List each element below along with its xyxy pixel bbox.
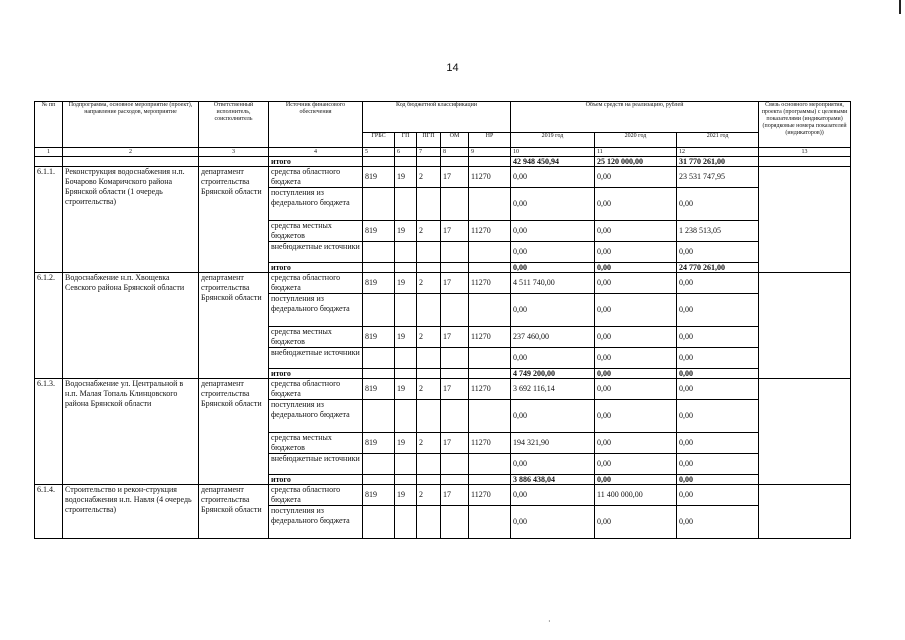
code-gp: 19 <box>395 433 417 454</box>
source-label: средства областного бюджета <box>269 167 363 188</box>
source-label: средства областного бюджета <box>269 273 363 294</box>
value-2020: 0,00 <box>595 369 677 379</box>
value-2019: 237 460,00 <box>511 327 595 348</box>
value-2019: 3 692 116,14 <box>511 379 595 400</box>
header-2021: 2021 год <box>677 133 759 148</box>
source-label: поступления из федерального бюджета <box>269 188 363 221</box>
col-number: 6 <box>395 148 417 157</box>
empty-cell <box>441 348 469 369</box>
item-executor: департамент строительства Брянской области <box>199 485 269 539</box>
col-number: 4 <box>269 148 363 157</box>
value-2019: 4 511 740,00 <box>511 273 595 294</box>
empty-cell <box>363 188 395 221</box>
empty-cell <box>395 294 417 327</box>
col-number: 1 <box>35 148 63 157</box>
header-nr: НР <box>469 133 511 148</box>
value-2021: 0,00 <box>677 294 759 327</box>
value-2020: 0,00 <box>595 506 677 539</box>
empty-cell <box>395 400 417 433</box>
link-cell <box>759 379 851 485</box>
page-number: 14 <box>446 62 459 74</box>
row-regional <box>35 485 851 506</box>
empty-cell <box>395 263 417 273</box>
budget-table <box>34 101 851 539</box>
code-gp: 19 <box>395 221 417 242</box>
source-label: внебюджетные источники <box>269 454 363 475</box>
value-2019: 0,00 <box>511 242 595 263</box>
empty-cell <box>417 157 441 167</box>
col-number: 8 <box>441 148 469 157</box>
code-om: 17 <box>441 379 469 400</box>
value-2021: 23 531 747,95 <box>677 167 759 188</box>
col-number: 10 <box>511 148 595 157</box>
value-2019: 0,00 <box>511 485 595 506</box>
source-label: средства местных бюджетов <box>269 433 363 454</box>
empty-cell <box>417 348 441 369</box>
empty-cell <box>417 294 441 327</box>
code-pgp: 2 <box>417 167 441 188</box>
code-grbs: 819 <box>363 167 395 188</box>
empty-cell <box>469 263 511 273</box>
value-2020: 0,00 <box>595 263 677 273</box>
empty-cell <box>417 263 441 273</box>
header-num: № пп <box>35 102 63 148</box>
value-2020: 0,00 <box>595 400 677 433</box>
item-name: Реконструкция водоснабжения н.п. Бочарово Комаричского района Брянской области (1 очередь строительства) <box>63 167 199 273</box>
empty-cell <box>441 506 469 539</box>
header-grbs: ГРБС <box>363 133 395 148</box>
empty-cell <box>35 157 63 167</box>
item-executor: департамент строительства Брянской области <box>199 273 269 379</box>
col-number: 13 <box>759 148 851 157</box>
empty-cell <box>417 242 441 263</box>
code-pgp: 2 <box>417 221 441 242</box>
source-label: средства областного бюджета <box>269 379 363 400</box>
value-2020: 11 400 000,00 <box>595 485 677 506</box>
empty-cell <box>395 188 417 221</box>
col-number: 7 <box>417 148 441 157</box>
value-2019: 0,00 <box>511 400 595 433</box>
empty-cell <box>395 454 417 475</box>
empty-cell <box>395 475 417 485</box>
empty-cell <box>469 369 511 379</box>
value-2021: 0,00 <box>677 485 759 506</box>
source-label: средства областного бюджета <box>269 485 363 506</box>
code-om: 17 <box>441 327 469 348</box>
header-code-group: Код бюджетной классификации <box>363 102 511 133</box>
value-2020: 0,00 <box>595 433 677 454</box>
value-2019: 194 321,90 <box>511 433 595 454</box>
value-2021: 24 770 261,00 <box>677 263 759 273</box>
source-label: средства местных бюджетов <box>269 221 363 242</box>
value-2020: 0,00 <box>595 475 677 485</box>
header-source: Источник финансового обеспечения <box>269 102 363 148</box>
source-label: итого <box>269 369 363 379</box>
header-pgp: ПГП <box>417 133 441 148</box>
value-2019: 0,00 <box>511 454 595 475</box>
empty-cell <box>395 242 417 263</box>
code-pgp: 2 <box>417 379 441 400</box>
link-cell <box>759 485 851 539</box>
empty-cell <box>469 242 511 263</box>
empty-cell <box>441 263 469 273</box>
col-number: 5 <box>363 148 395 157</box>
top-total-label: итого <box>269 157 363 167</box>
code-nr: 11270 <box>469 327 511 348</box>
header-link: Связь основного мероприятия, проекта (программы) с целевыми показателями (индикаторами) (порядковые номера показателей (индикаторов)) <box>759 102 851 148</box>
empty-cell <box>469 475 511 485</box>
empty-cell <box>417 506 441 539</box>
code-om: 17 <box>441 485 469 506</box>
empty-cell <box>417 475 441 485</box>
empty-cell <box>469 157 511 167</box>
col-number: 11 <box>595 148 677 157</box>
value-2021: 0,00 <box>677 188 759 221</box>
code-pgp: 2 <box>417 327 441 348</box>
code-nr: 11270 <box>469 379 511 400</box>
empty-cell <box>441 454 469 475</box>
empty-cell <box>441 400 469 433</box>
header-2020: 2020 год <box>595 133 677 148</box>
value-2020: 0,00 <box>595 327 677 348</box>
top-total-2020: 25 120 000,00 <box>595 157 677 167</box>
code-gp: 19 <box>395 379 417 400</box>
empty-cell <box>441 294 469 327</box>
code-grbs: 819 <box>363 273 395 294</box>
item-name: Строительство и рекон-струкция водоснабжения н.п. Навля (4 очередь строительства) <box>63 485 199 539</box>
item-number: 6.1.3. <box>35 379 63 485</box>
header-volume-group: Объем средств на реализацию, рублей <box>511 102 759 133</box>
code-nr: 11270 <box>469 167 511 188</box>
empty-cell <box>417 400 441 433</box>
empty-cell <box>759 157 851 167</box>
code-om: 17 <box>441 167 469 188</box>
code-nr: 11270 <box>469 221 511 242</box>
empty-cell <box>441 369 469 379</box>
value-2019: 0,00 <box>511 221 595 242</box>
value-2019: 0,00 <box>511 188 595 221</box>
header-subprogram: Подпрограмма, основное мероприятие (проект), направление расходов, мероприятие <box>63 102 199 148</box>
source-label: итого <box>269 475 363 485</box>
value-2021: 1 238 513,05 <box>677 221 759 242</box>
code-grbs: 819 <box>363 485 395 506</box>
value-2019: 0,00 <box>511 506 595 539</box>
row-regional <box>35 273 851 294</box>
value-2020: 0,00 <box>595 379 677 400</box>
value-2019: 0,00 <box>511 263 595 273</box>
empty-cell <box>441 242 469 263</box>
value-2020: 0,00 <box>595 167 677 188</box>
value-2020: 0,00 <box>595 294 677 327</box>
top-total-2021: 31 770 261,00 <box>677 157 759 167</box>
empty-cell <box>395 506 417 539</box>
empty-cell <box>363 294 395 327</box>
empty-cell <box>441 157 469 167</box>
value-2021: 0,00 <box>677 242 759 263</box>
empty-cell <box>363 369 395 379</box>
empty-cell <box>363 263 395 273</box>
value-2020: 0,00 <box>595 221 677 242</box>
value-2020: 0,00 <box>595 454 677 475</box>
code-grbs: 819 <box>363 433 395 454</box>
value-2019: 3 886 438,04 <box>511 475 595 485</box>
header-executor: Ответственный исполнитель, соисполнитель <box>199 102 269 148</box>
code-grbs: 819 <box>363 221 395 242</box>
source-label: поступления из федерального бюджета <box>269 294 363 327</box>
empty-cell <box>469 400 511 433</box>
empty-cell <box>363 506 395 539</box>
empty-cell <box>441 475 469 485</box>
empty-cell <box>363 348 395 369</box>
item-name: Водоснабжение н.п. Хвощевка Севского района Брянской области <box>63 273 199 379</box>
source-label: итого <box>269 263 363 273</box>
top-total-row <box>35 157 851 167</box>
value-2021: 0,00 <box>677 348 759 369</box>
empty-cell <box>469 294 511 327</box>
empty-cell <box>469 188 511 221</box>
scan-dot: · <box>548 617 551 626</box>
empty-cell <box>469 454 511 475</box>
value-2020: 0,00 <box>595 273 677 294</box>
empty-cell <box>363 242 395 263</box>
empty-cell <box>469 348 511 369</box>
header-om: ОМ <box>441 133 469 148</box>
value-2019: 0,00 <box>511 294 595 327</box>
value-2021: 0,00 <box>677 433 759 454</box>
empty-cell <box>441 188 469 221</box>
empty-cell <box>417 188 441 221</box>
item-name: Водоснабжение ул. Центральной в н.п. Малая Топаль Клинцовского района Брянской области <box>63 379 199 485</box>
value-2021: 0,00 <box>677 327 759 348</box>
code-pgp: 2 <box>417 485 441 506</box>
code-pgp: 2 <box>417 433 441 454</box>
header-gp: ГП <box>395 133 417 148</box>
header-row-1 <box>35 102 851 133</box>
item-number: 6.1.2. <box>35 273 63 379</box>
empty-cell <box>395 348 417 369</box>
top-total-2019: 42 948 450,94 <box>511 157 595 167</box>
source-label: внебюджетные источники <box>269 242 363 263</box>
column-number-row <box>35 148 851 157</box>
empty-cell <box>417 454 441 475</box>
header-2019: 2019 год <box>511 133 595 148</box>
value-2021: 0,00 <box>677 454 759 475</box>
source-label: внебюджетные источники <box>269 348 363 369</box>
empty-cell <box>417 369 441 379</box>
col-number: 12 <box>677 148 759 157</box>
item-executor: департамент строительства Брянской области <box>199 167 269 273</box>
value-2019: 0,00 <box>511 167 595 188</box>
empty-cell <box>395 157 417 167</box>
code-nr: 11270 <box>469 433 511 454</box>
value-2021: 0,00 <box>677 369 759 379</box>
edge-mark <box>899 0 901 14</box>
value-2021: 0,00 <box>677 475 759 485</box>
value-2020: 0,00 <box>595 242 677 263</box>
row-regional <box>35 167 851 188</box>
value-2020: 0,00 <box>595 348 677 369</box>
value-2020: 0,00 <box>595 188 677 221</box>
code-om: 17 <box>441 273 469 294</box>
item-number: 6.1.1. <box>35 167 63 273</box>
empty-cell <box>63 157 199 167</box>
value-2019: 0,00 <box>511 348 595 369</box>
col-number: 2 <box>63 148 199 157</box>
empty-cell <box>469 506 511 539</box>
empty-cell <box>199 157 269 167</box>
col-number: 9 <box>469 148 511 157</box>
item-executor: департамент строительства Брянской области <box>199 379 269 485</box>
row-regional <box>35 379 851 400</box>
code-nr: 11270 <box>469 273 511 294</box>
code-gp: 19 <box>395 327 417 348</box>
code-gp: 19 <box>395 485 417 506</box>
value-2021: 0,00 <box>677 379 759 400</box>
code-om: 17 <box>441 221 469 242</box>
link-cell <box>759 167 851 273</box>
code-grbs: 819 <box>363 327 395 348</box>
value-2021: 0,00 <box>677 273 759 294</box>
source-label: средства местных бюджетов <box>269 327 363 348</box>
empty-cell <box>363 157 395 167</box>
source-label: поступления из федерального бюджета <box>269 506 363 539</box>
empty-cell <box>363 454 395 475</box>
value-2019: 4 749 200,00 <box>511 369 595 379</box>
value-2021: 0,00 <box>677 400 759 433</box>
code-gp: 19 <box>395 273 417 294</box>
source-label: поступления из федерального бюджета <box>269 400 363 433</box>
link-cell <box>759 273 851 379</box>
code-nr: 11270 <box>469 485 511 506</box>
code-pgp: 2 <box>417 273 441 294</box>
empty-cell <box>363 475 395 485</box>
code-gp: 19 <box>395 167 417 188</box>
code-om: 17 <box>441 433 469 454</box>
empty-cell <box>363 400 395 433</box>
code-grbs: 819 <box>363 379 395 400</box>
empty-cell <box>395 369 417 379</box>
item-number: 6.1.4. <box>35 485 63 539</box>
value-2021: 0,00 <box>677 506 759 539</box>
col-number: 3 <box>199 148 269 157</box>
